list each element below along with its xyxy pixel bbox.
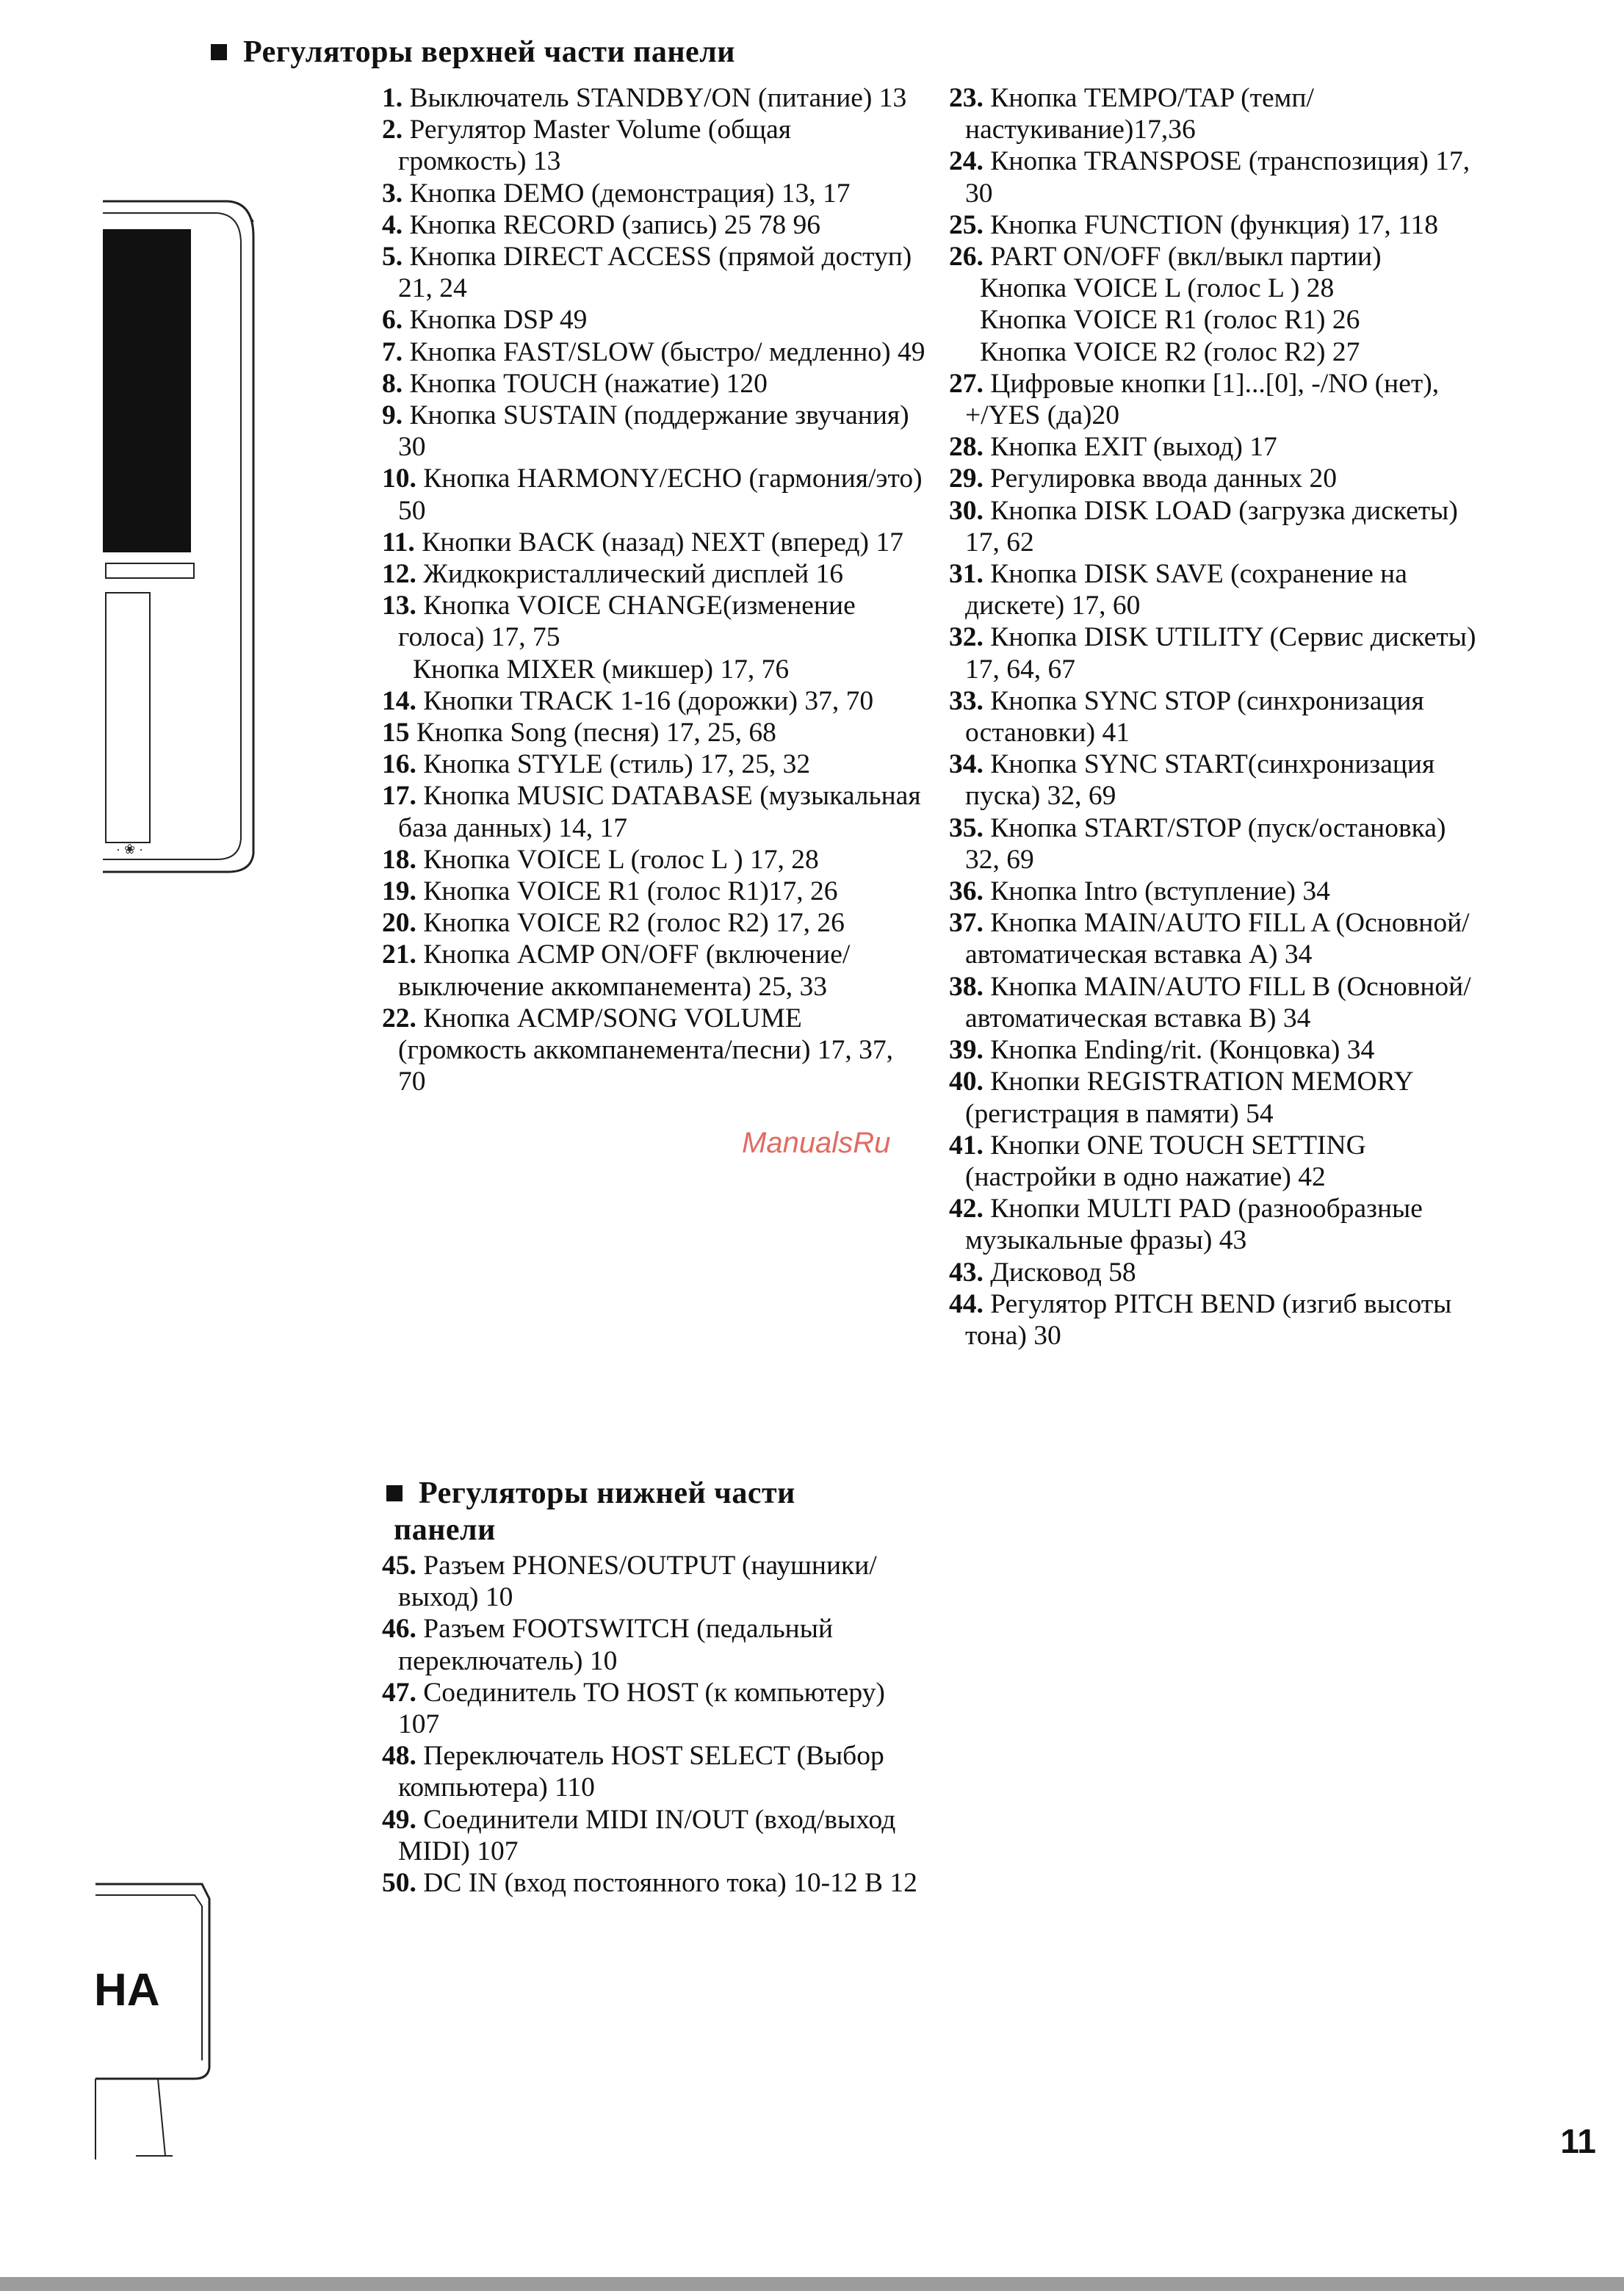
- list-item: 23. Кнопка TEMPO/TAP (темп/настукивание)17,36: [949, 83, 1314, 145]
- list-item: 6. Кнопка DSP 49: [382, 305, 588, 336]
- lower-heading-line1: Регуляторы нижней части: [419, 1476, 795, 1510]
- list-item: 8. Кнопка TOUCH (нажатие) 120: [382, 368, 768, 399]
- list-item-continuation: Кнопка VOICE R1 (голос R1) 26: [980, 305, 1360, 336]
- lower-heading-line2: панели: [394, 1513, 496, 1547]
- list-item: 22. Кнопка ACMP/SONG VOLUME (громкость аккомпанемента/песни) 17, 37, 70: [382, 1003, 894, 1097]
- list-item: 26. PART ON/OFF (вкл/выкл партии): [949, 242, 1382, 273]
- list-item: 50. DC IN (вход постоянного тока) 10-12 В 12: [382, 1868, 917, 1899]
- list-item: 19. Кнопка VOICE R1 (голос R1)17, 26: [382, 876, 838, 907]
- list-item: 20. Кнопка VOICE R2 (голос R2) 17, 26: [382, 908, 845, 939]
- list-item: 39. Кнопка Ending/rit. (Концовка) 34: [949, 1035, 1375, 1066]
- list-item: 28. Кнопка EXIT (выход) 17: [949, 432, 1277, 463]
- watermark: ManualsRu: [742, 1127, 891, 1159]
- list-item: 15 Кнопка Song (песня) 17, 25, 68: [382, 718, 776, 748]
- list-item: 29. Регулировка ввода данных 20: [949, 463, 1338, 494]
- list-item: 7. Кнопка FAST/SLOW (быстро/ медленно) 49: [382, 336, 925, 367]
- list-item: 35. Кнопка START/STOP (пуск/остановка) 32, 69: [949, 812, 1446, 875]
- list-item: 24. Кнопка TRANSPOSE (транспозиция) 17, 30: [949, 146, 1470, 209]
- page-number: 11: [1560, 2122, 1596, 2160]
- list-item: 1. Выключатель STANDBY/ON (питание) 13: [382, 83, 907, 113]
- list-item: 16. Кнопка STYLE (стиль) 17, 25, 32: [382, 749, 811, 780]
- list-item: 21. Кнопка ACMP ON/OFF (включение/ выключение аккомпанемента) 25, 33: [382, 939, 851, 1002]
- upper-controls-list-left: [382, 82, 925, 1098]
- list-item: 38. Кнопка MAIN/AUTO FILL B (Основной/ автоматическая вставка B) 34: [949, 971, 1471, 1033]
- upper-heading-text: Регуляторы верхней части панели: [243, 35, 735, 69]
- list-item: 40. Кнопки REGISTRATION MEMORY (регистрация в памяти) 54: [949, 1067, 1413, 1129]
- list-item: 2. Регулятор Master Volume (общая громкость) 13: [382, 115, 791, 177]
- list-item: 36. Кнопка Intro (вступление) 34: [949, 876, 1330, 907]
- list-item: 4. Кнопка RECORD (запись) 25 78 96: [382, 209, 820, 240]
- list-item: 13. Кнопка VOICE CHANGE(изменение голоса) 17, 75: [382, 591, 856, 653]
- list-item: 31. Кнопка DISK SAVE (сохранение на дискете) 17, 60: [949, 559, 1407, 621]
- svg-text:· ❀ ·: · ❀ ·: [116, 842, 144, 856]
- list-item: 48. Переключатель HOST SELECT (Выбор компьютера) 110: [382, 1741, 884, 1803]
- list-item-continuation: Кнопка VOICE R2 (голос R2) 27: [980, 336, 1360, 367]
- list-item: 9. Кнопка SUSTAIN (поддержание звучания) 30: [382, 400, 909, 463]
- list-item-continuation: Кнопка MIXER (микшер) 17, 76: [413, 654, 790, 685]
- lower-panel-heading: [386, 1475, 915, 1548]
- list-item: 18. Кнопка VOICE L (голос L ) 17, 28: [382, 844, 819, 875]
- upper-panel-heading: [211, 34, 735, 71]
- list-item-continuation: Кнопка VOICE L (голос L ) 28: [980, 273, 1335, 304]
- bullet-square-icon: [386, 1485, 403, 1501]
- list-item: 49. Соединители MIDI IN/OUT (вход/выход MIDI) 107: [382, 1804, 896, 1866]
- keyboard-side-illustration: [92, 1877, 231, 2171]
- list-item: 32. Кнопка DISK UTILITY (Сервис дискеты) 17, 64, 67: [949, 622, 1476, 685]
- upper-controls-list-right: [949, 82, 1485, 1352]
- list-item: 5. Кнопка DIRECT ACCESS (прямой доступ) 21, 24: [382, 242, 912, 304]
- keyboard-panel-illustration: [95, 192, 264, 887]
- list-item: 37. Кнопка MAIN/AUTO FILL A (Основной/ автоматическая вставка A) 34: [949, 908, 1470, 970]
- list-item: 46. Разъем FOOTSWITCH (педальный переключатель) 10: [382, 1614, 834, 1676]
- list-item: 41. Кнопки ONE TOUCH SETTING (настройки в одно нажатие) 42: [949, 1130, 1366, 1192]
- list-item: 47. Соединитель TO HOST (к компьютеру) 107: [382, 1677, 885, 1740]
- list-item: 27. Цифровые кнопки [1]...[0], -/NO (нет), +/YES (да)20: [949, 368, 1440, 431]
- list-item: 44. Регулятор PITCH BEND (изгиб высоты тона) 30: [949, 1288, 1452, 1351]
- list-item: 12. Жидкокристаллический дисплей 16: [382, 559, 844, 590]
- list-item: 14. Кнопки TRACK 1-16 (дорожки) 37, 70: [382, 685, 874, 716]
- list-item: 3. Кнопка DEMO (демонстрация) 13, 17: [382, 178, 851, 209]
- list-item: 30. Кнопка DISK LOAD (загрузка дискеты) 17, 62: [949, 495, 1458, 558]
- list-item: 25. Кнопка FUNCTION (функция) 17, 118: [949, 209, 1439, 240]
- list-item: 34. Кнопка SYNC START(синхронизация пуска) 32, 69: [949, 749, 1435, 812]
- list-item: 42. Кнопки MULTI PAD (разнообразные музыкальные фразы) 43: [949, 1194, 1423, 1256]
- list-item: 11. Кнопки BACK (назад) NEXT (вперед) 17: [382, 527, 903, 558]
- list-item: 33. Кнопка SYNC STOP (синхронизация остановки) 41: [949, 685, 1424, 748]
- list-item: 45. Разъем PHONES/OUTPUT (наушники/выход) 10: [382, 1551, 877, 1613]
- lower-controls-list: [382, 1550, 925, 1899]
- list-item: 43. Дисковод 58: [949, 1257, 1136, 1288]
- list-item: 17. Кнопка MUSIC DATABASE (музыкальная база данных) 14, 17: [382, 781, 921, 843]
- logo-text: HA: [94, 1965, 160, 2016]
- list-item: 10. Кнопка HARMONY/ECHO (гармония/это) 50: [382, 463, 923, 526]
- bullet-square-icon: [211, 44, 227, 60]
- bottom-scan-edge: [0, 2277, 1624, 2291]
